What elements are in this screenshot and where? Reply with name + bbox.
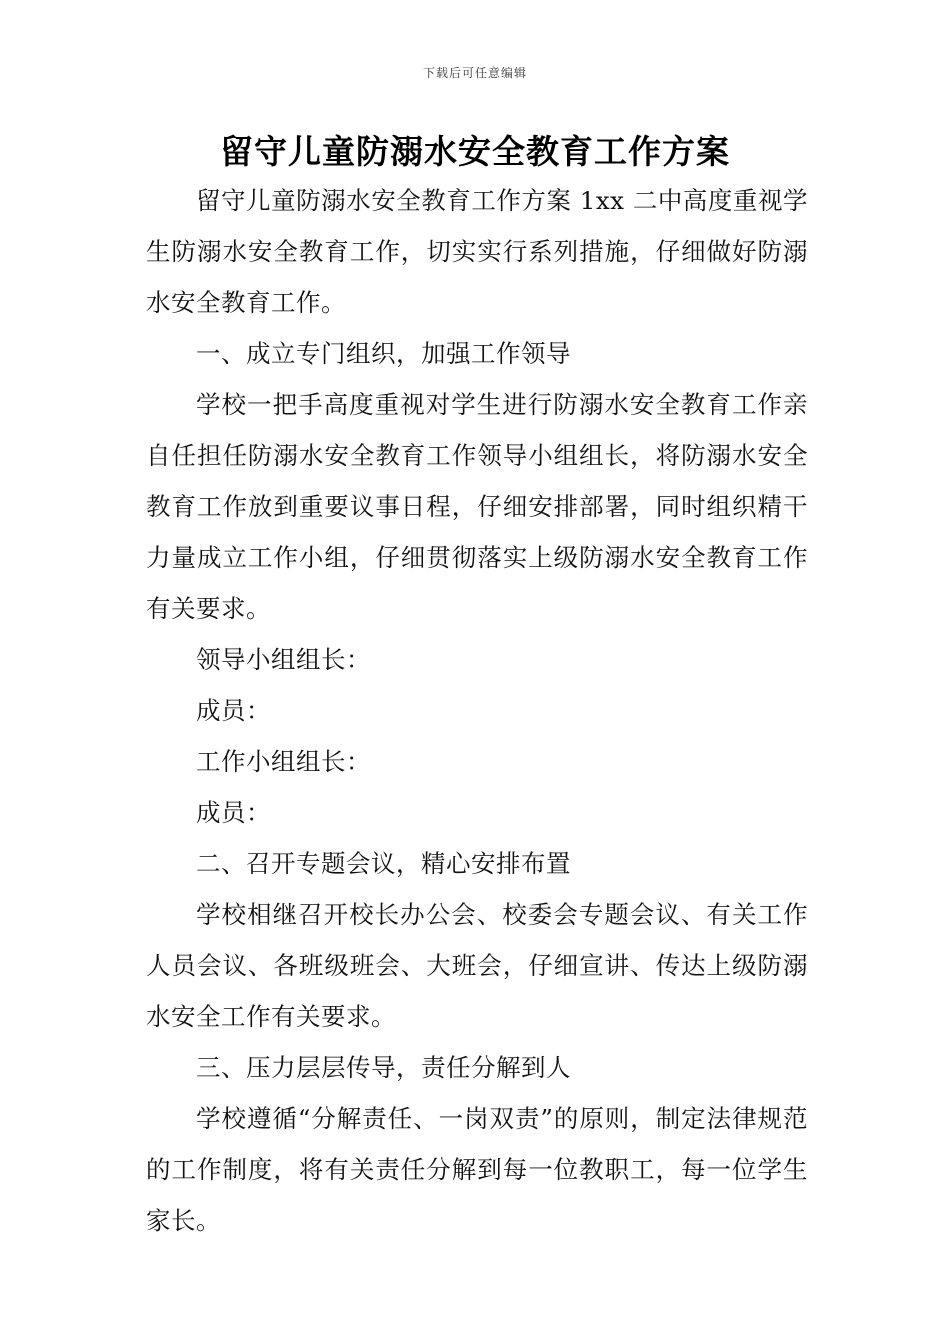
section-1-paragraph: 学校一把手高度重视对学生进行防溺水安全教育工作亲自任担任防溺水安全教育工作领导小组组长，将防溺水安全教育工作放到重要议事日程，仔细安排部署，同时组织精干力量成立工作小组，仔细贯彻落实上级防溺水安全教育工作有关要求。 (146, 390, 808, 623)
work-group-head-line: 工作小组组长： (196, 747, 371, 776)
leader-group-members-line: 成员： (196, 696, 271, 725)
work-group-members-line: 成员： (196, 798, 271, 827)
section-2-paragraph: 学校相继召开校长办公会、校委会专题会议、有关工作人员会议、各班级班会、大班会，仔细宣讲、传达上级防溺水安全工作有关要求。 (146, 900, 808, 1031)
section-3-paragraph: 学校遵循“分解责任、一岗双责”的原则，制定法律规范的工作制度，将有关责任分解到每一位教职工，每一位学生家长。 (146, 1104, 808, 1235)
section-heading-3: 三、压力层层传导，责任分解到人 (196, 1053, 571, 1082)
section-heading-1: 一、成立专门组织，加强工作领导 (196, 339, 571, 368)
leader-group-head-line: 领导小组组长： (196, 645, 371, 674)
section-heading-2: 二、召开专题会议，精心安排布置 (196, 849, 571, 878)
document-body (146, 175, 808, 1246)
header-note: 下载后可任意编辑 (422, 66, 527, 80)
intro-paragraph: 留守儿童防溺水安全教育工作方案 1xx 二中高度重视学生防溺水安全教育工作，切实实行系列措施，仔细做好防溺水安全教育工作。 (146, 186, 808, 317)
document-title: 留守儿童防溺水安全教育工作方案 (220, 132, 730, 171)
